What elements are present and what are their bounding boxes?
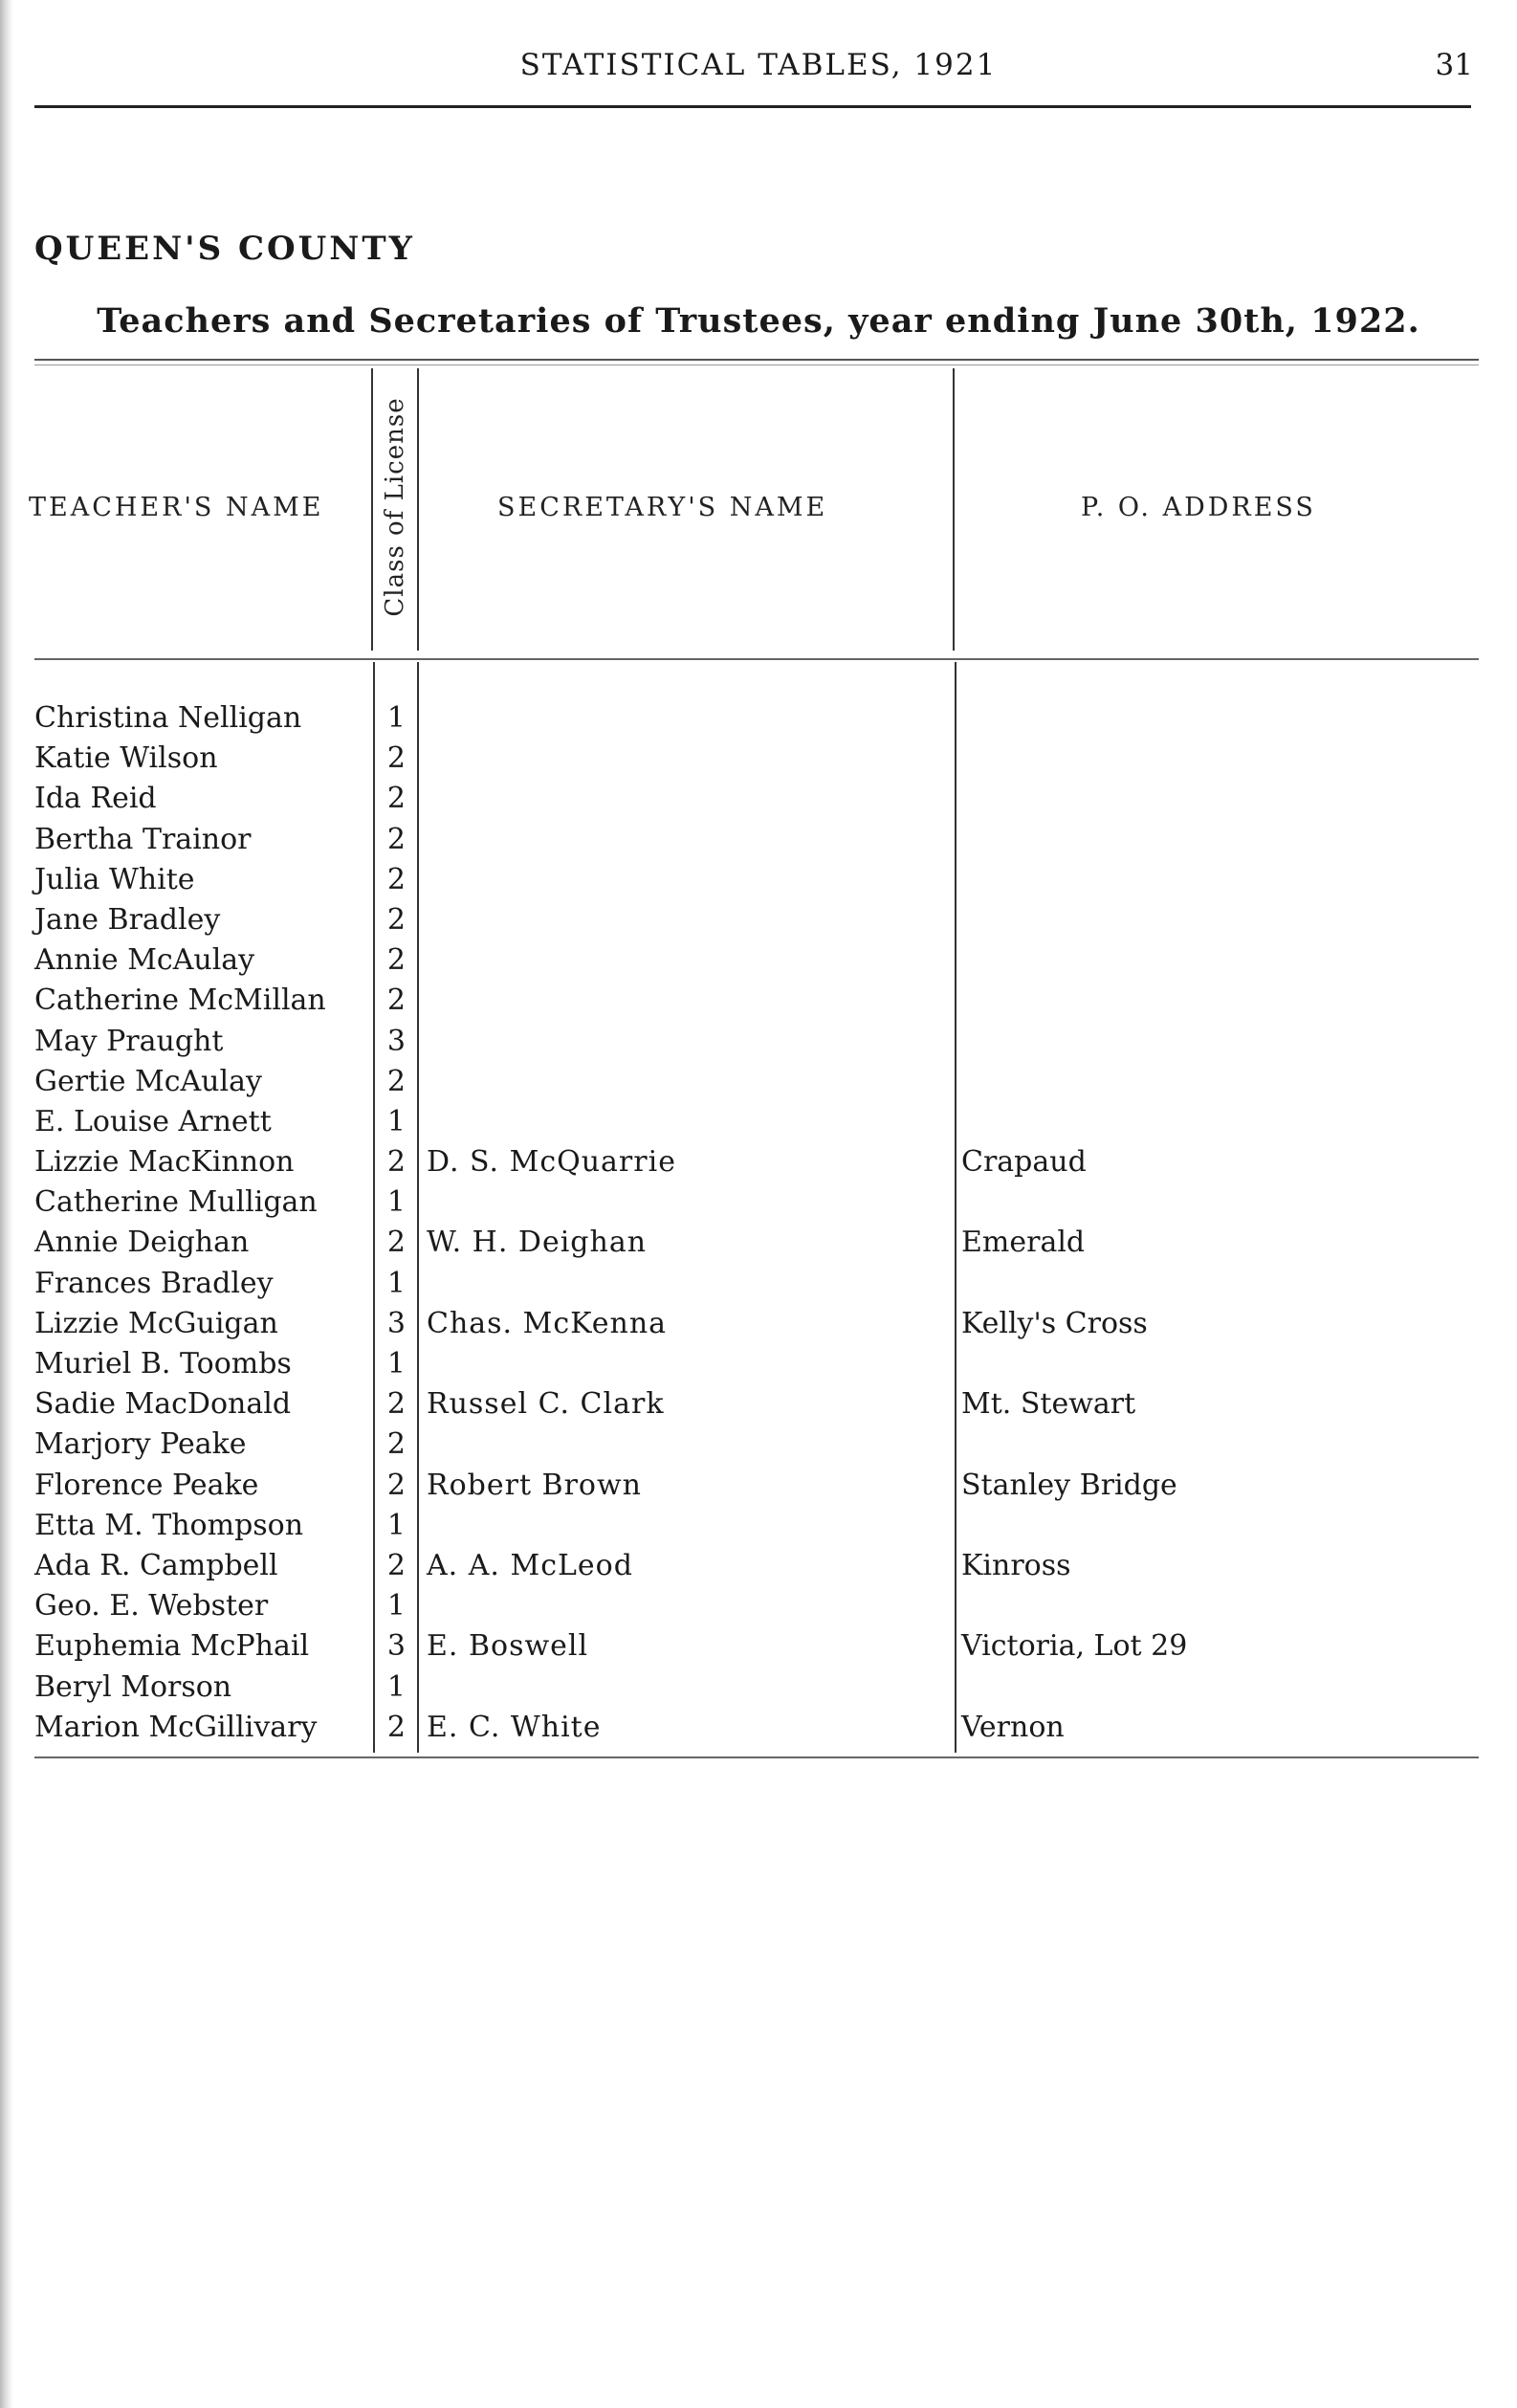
teacher-name: Marjory Peake [34, 1427, 247, 1462]
table-row [0, 1466, 1517, 1506]
table-row [0, 1708, 1517, 1748]
table-row [0, 1668, 1517, 1708]
secretary-name: Chas. McKenna [427, 1306, 668, 1340]
table-row [0, 1062, 1517, 1102]
table-subtitle: Teachers and Secretaries of Trustees, year ending June 30th, 1922. [97, 301, 1420, 341]
license-class: 2 [386, 1427, 406, 1462]
secretary-name-header: SECRETARY'S NAME [497, 493, 828, 522]
teacher-name: Lizzie MacKinnon [34, 1145, 295, 1180]
po-address: Victoria, Lot 29 [961, 1629, 1188, 1664]
secretary-name: Robert Brown [427, 1468, 642, 1502]
po-address: Crapaud [961, 1145, 1087, 1180]
table-row [0, 900, 1517, 940]
header-rule [34, 105, 1471, 108]
po-address: Vernon [961, 1710, 1065, 1744]
teacher-name: E. Louise Arnett [34, 1104, 272, 1138]
license-class: 1 [386, 1347, 406, 1381]
column-divider-secretary [953, 368, 955, 651]
license-class: 1 [386, 1104, 406, 1138]
license-class: 2 [386, 1710, 406, 1744]
table-row [0, 860, 1517, 900]
teacher-name: Julia White [34, 862, 195, 896]
license-class: 3 [386, 1306, 406, 1340]
license-class: 1 [386, 1185, 406, 1220]
table-row [0, 1626, 1517, 1667]
running-title: STATISTICAL TABLES, 1921 [519, 48, 998, 82]
teacher-name: Marion McGillivary [34, 1710, 318, 1744]
license-class: 1 [386, 1669, 406, 1704]
header-bottom-rule [34, 658, 1479, 660]
table-row [0, 1142, 1517, 1182]
teacher-name: Beryl Morson [34, 1669, 232, 1704]
class-of-license-header: Class of License [381, 397, 409, 617]
secretary-name: A. A. McLeod [427, 1548, 633, 1582]
license-class: 1 [386, 701, 406, 735]
table-bottom-rule [34, 1756, 1479, 1758]
secretary-name: W. H. Deighan [427, 1226, 648, 1260]
teacher-name: Sadie MacDonald [34, 1387, 292, 1422]
teacher-name: Muriel B. Toombs [34, 1347, 292, 1381]
po-address: Mt. Stewart [961, 1387, 1136, 1422]
po-address: Kelly's Cross [961, 1306, 1148, 1340]
table-row [0, 698, 1517, 739]
table-row [0, 1022, 1517, 1062]
license-class: 2 [386, 741, 406, 776]
teacher-name: Bertha Trainor [34, 822, 252, 856]
column-divider-teacher [371, 368, 373, 651]
column-divider-license [417, 368, 419, 651]
page-number: 31 [1435, 48, 1473, 82]
license-class: 1 [386, 1266, 406, 1300]
table-row [0, 1223, 1517, 1263]
teacher-name-header: TEACHER'S NAME [29, 493, 324, 522]
teacher-name: Christina Nelligan [34, 701, 302, 735]
table-row [0, 820, 1517, 860]
teacher-name: Florence Peake [34, 1468, 259, 1502]
teacher-name: Annie McAulay [34, 943, 255, 978]
teacher-name: Ada R. Campbell [34, 1548, 278, 1582]
po-address-header: P. O. ADDRESS [1081, 493, 1316, 522]
table-row [0, 1264, 1517, 1304]
table-row [0, 1102, 1517, 1142]
secretary-name: Russel C. Clark [427, 1387, 665, 1422]
table-row [0, 739, 1517, 779]
teacher-name: Euphemia McPhail [34, 1629, 310, 1664]
teacher-name: Jane Bradley [34, 902, 221, 937]
teacher-name: Katie Wilson [34, 741, 218, 776]
table-row [0, 1304, 1517, 1344]
license-class: 2 [386, 782, 406, 816]
license-class: 2 [386, 1548, 406, 1582]
table-row [0, 1586, 1517, 1626]
teacher-name: Ida Reid [34, 782, 157, 816]
teacher-name: Gertie McAulay [34, 1064, 262, 1098]
secretary-name: E. Boswell [427, 1629, 589, 1664]
teacher-name: Catherine Mulligan [34, 1185, 318, 1220]
table-row [0, 1384, 1517, 1425]
license-class: 2 [386, 1145, 406, 1180]
table-row [0, 1546, 1517, 1586]
table-row [0, 779, 1517, 819]
license-class: 2 [386, 1064, 406, 1098]
table-row [0, 940, 1517, 981]
po-address: Emerald [961, 1226, 1086, 1260]
license-class: 1 [386, 1589, 406, 1624]
teacher-name: Annie Deighan [34, 1226, 250, 1260]
teacher-name: Lizzie McGuigan [34, 1306, 278, 1340]
table-top-rule [34, 359, 1479, 361]
po-address: Stanley Bridge [961, 1468, 1177, 1502]
license-class: 3 [386, 1629, 406, 1664]
teacher-name: Geo. E. Webster [34, 1589, 269, 1624]
license-class: 2 [386, 902, 406, 937]
running-head [0, 46, 1517, 84]
teacher-name: Etta M. Thompson [34, 1508, 304, 1542]
teacher-name: Frances Bradley [34, 1266, 274, 1300]
license-class: 2 [386, 943, 406, 978]
license-class: 2 [386, 862, 406, 896]
teacher-name: Catherine McMillan [34, 983, 326, 1018]
license-class: 2 [386, 1468, 406, 1502]
county-heading: QUEEN'S COUNTY [34, 230, 415, 268]
po-address: Kinross [961, 1548, 1071, 1582]
table-row [0, 1344, 1517, 1384]
table-row [0, 1182, 1517, 1223]
table-row [0, 1506, 1517, 1546]
table-row [0, 981, 1517, 1021]
table-body [0, 698, 1517, 1748]
license-class: 2 [386, 1226, 406, 1260]
license-class: 3 [386, 1024, 406, 1058]
secretary-name: E. C. White [427, 1710, 602, 1744]
license-class: 1 [386, 1508, 406, 1542]
license-class: 2 [386, 983, 406, 1018]
table-row [0, 1425, 1517, 1465]
teacher-name: May Praught [34, 1024, 224, 1058]
license-class: 2 [386, 1387, 406, 1422]
license-class: 2 [386, 822, 406, 856]
secretary-name: D. S. McQuarrie [427, 1145, 676, 1180]
